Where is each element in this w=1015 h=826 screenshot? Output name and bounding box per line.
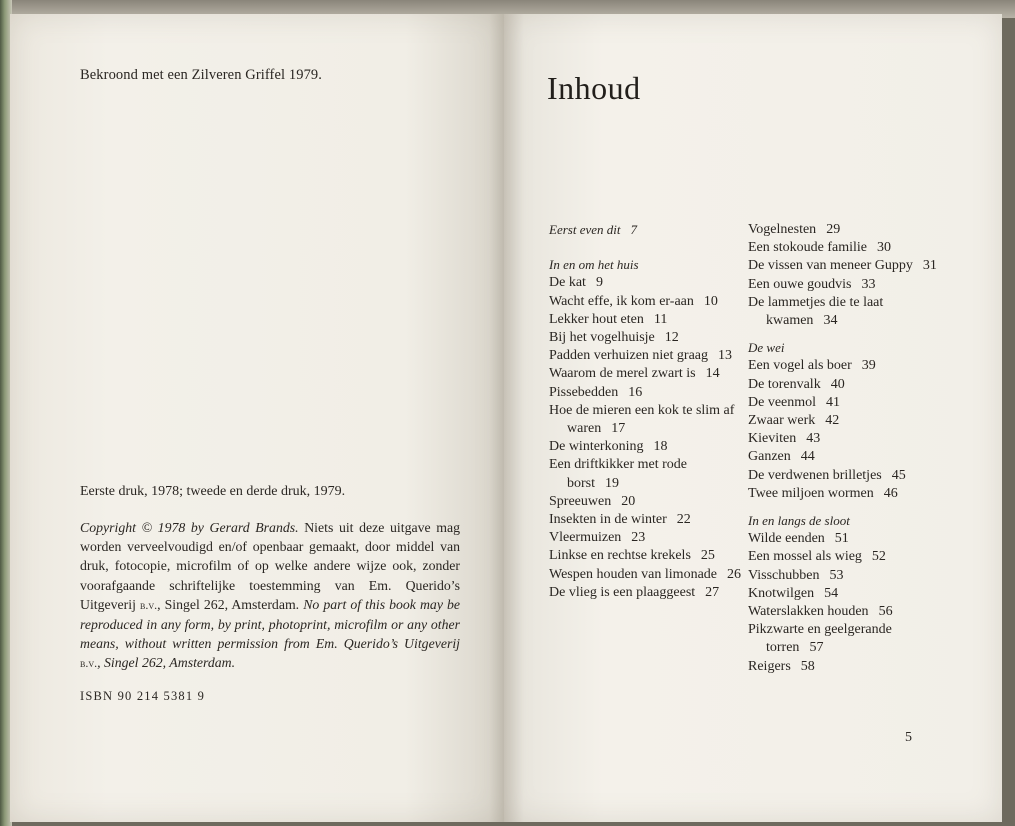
toc-entry-page: 26 xyxy=(727,566,741,582)
isbn: ISBN 90 214 5381 9 xyxy=(80,689,206,703)
toc-entry-label: De winterkoning xyxy=(549,439,644,455)
toc-entry-label: Waarom de merel zwart is xyxy=(549,366,696,382)
toc-entry-intro xyxy=(549,221,741,239)
toc-entry-label: Pissebedden xyxy=(549,384,619,400)
toc-column-1 xyxy=(549,221,741,602)
toc-entry-page: 57 xyxy=(809,640,824,656)
toc-entry-label: Wilde eenden xyxy=(748,531,825,547)
toc-entry-page: 23 xyxy=(631,530,646,546)
copyright-dutch-end: , Singel 262, Amsterdam. xyxy=(157,596,300,612)
toc-entry-page: 27 xyxy=(705,584,720,600)
toc-entry-label: Een driftkikker met rode borst xyxy=(549,457,688,491)
toc-entry-label: Een ouwe goudvis xyxy=(748,276,852,292)
toc-entry-label: Visschubben xyxy=(748,567,820,583)
toc-entry-page: 19 xyxy=(605,475,619,491)
toc-entry-label: Een stokoude familie xyxy=(748,240,867,256)
award-line: Bekroond met een Zilveren Griffel 1979. xyxy=(80,67,323,83)
toc-entry-page: 29 xyxy=(826,222,841,237)
toc-entry xyxy=(748,548,946,566)
toc-entry xyxy=(748,485,946,503)
toc-entry xyxy=(549,584,741,602)
toc-entry-label: Linkse en rechtse krekels xyxy=(549,548,691,564)
copyright-english-bv: b.v. xyxy=(80,656,98,671)
toc-entry xyxy=(748,430,946,448)
toc-entry xyxy=(549,566,741,584)
toc-entry-label: Twee miljoen wormen xyxy=(748,485,874,501)
copyright-english: No part of this book may be reproduced in any form, by print, photoprint, microfilm or any other means, without written permission from Em. Querido’s Uitgeverij xyxy=(80,596,461,652)
toc-entry-page: 31 xyxy=(922,258,937,274)
toc-entry-page: 34 xyxy=(823,313,838,329)
toc-entry-page: 46 xyxy=(883,485,898,501)
toc-entry xyxy=(549,347,741,365)
toc-entry-page: 16 xyxy=(628,384,643,400)
toc-entry xyxy=(748,376,946,394)
toc-entry-label: De veenmol xyxy=(748,394,817,410)
toc-entry xyxy=(748,357,946,375)
toc-entry-label: Pikzwarte en geelgerande torren xyxy=(748,622,892,656)
toc-entry xyxy=(748,394,946,412)
toc-entry xyxy=(748,567,946,585)
toc-entry-page: 42 xyxy=(825,413,840,429)
toc-entry-page: 18 xyxy=(653,439,668,455)
toc-entry-label: Lekker hout eten xyxy=(549,311,644,327)
toc-section-heading: De wei xyxy=(748,340,785,356)
toc-entry-page: 22 xyxy=(676,512,691,528)
toc-entry-page: 12 xyxy=(664,330,679,346)
toc-entry-page: 20 xyxy=(621,493,636,509)
toc-entry-label: Knotwilgen xyxy=(748,585,815,601)
toc-entry xyxy=(549,274,741,292)
toc-entry xyxy=(549,529,741,547)
toc-entry xyxy=(549,384,741,402)
toc-section-heading: In en langs de sloot xyxy=(748,513,850,529)
toc-entry-label: Een mossel als wieg xyxy=(748,549,862,565)
toc-entry xyxy=(748,585,946,603)
toc-entry-label: Spreeuwen xyxy=(549,493,612,509)
toc-list xyxy=(748,357,946,503)
toc-list xyxy=(748,221,946,330)
toc-entry-page: 56 xyxy=(878,604,893,620)
toc-entry xyxy=(549,311,741,329)
toc-entry xyxy=(748,530,946,548)
toc-entry-page: 7 xyxy=(630,222,637,237)
toc-title: Inhoud xyxy=(547,70,641,106)
toc-entry xyxy=(549,456,741,492)
toc-entry-page: 40 xyxy=(830,376,845,392)
toc-entry-label: Waterslakken houden xyxy=(748,604,869,620)
toc-entry-label: De vlieg is een plaaggeest xyxy=(549,584,696,600)
toc-entry-page: 44 xyxy=(800,449,815,465)
toc-entry-label: Vogelnesten xyxy=(748,222,817,237)
copyright-label: Copyright © 1978 by Gerard Brands. xyxy=(80,520,299,535)
copyright-english-end: , Singel 262, Amsterdam. xyxy=(97,655,236,671)
toc-list xyxy=(549,274,741,602)
toc-entry-label: De kat xyxy=(549,275,586,291)
toc-entry-page: 11 xyxy=(653,311,668,327)
toc-entry-label: Een vogel als boer xyxy=(748,358,852,374)
toc-entry-page: 58 xyxy=(800,658,815,674)
toc-entry-page: 39 xyxy=(861,358,876,374)
page-number: 5 xyxy=(905,730,912,745)
toc-entry-label: Reigers xyxy=(748,658,791,674)
toc-entry-page: 45 xyxy=(891,467,906,483)
toc-entry xyxy=(748,467,946,485)
toc-entry xyxy=(549,402,741,438)
toc-entry xyxy=(549,547,741,565)
toc-entry-label: De verdwenen brilletjes xyxy=(748,467,882,483)
copyright-notice xyxy=(80,518,460,674)
toc-entry xyxy=(748,412,946,430)
toc-entry-page: 13 xyxy=(718,348,732,364)
toc-entry-label: Eerst even dit xyxy=(549,222,621,237)
toc-entry-label: Wespen houden van limonade xyxy=(549,566,717,582)
toc-entry-page: 52 xyxy=(871,549,886,565)
toc-list xyxy=(748,530,946,676)
toc-entry xyxy=(748,621,946,657)
toc-entry-page: 33 xyxy=(861,276,876,292)
toc-entry xyxy=(549,365,741,383)
toc-entry xyxy=(748,658,946,676)
toc-entry-label: Bij het vogelhuisje xyxy=(549,330,655,346)
toc-entry-page: 9 xyxy=(595,275,603,291)
toc-entry-label: De lammetjes die te laat kwamen xyxy=(748,294,884,329)
toc-entry xyxy=(748,239,946,257)
toc-entry-page: 54 xyxy=(824,585,839,601)
toc-entry-label: De torenvalk xyxy=(748,376,821,392)
toc-entry-label: De vissen van meneer Guppy xyxy=(748,258,913,274)
toc-entry-page: 51 xyxy=(834,531,849,547)
toc-entry-page: 14 xyxy=(705,366,720,382)
toc-section-heading: In en om het huis xyxy=(549,257,639,273)
copyright-bv: b.v. xyxy=(139,597,158,612)
toc-entry-label: Kieviten xyxy=(748,431,797,447)
toc-entry-label: Wacht effe, ik kom er-aan xyxy=(549,293,694,309)
toc-entry xyxy=(748,294,946,330)
toc-entry-page: 30 xyxy=(876,240,891,256)
toc-entry xyxy=(748,603,946,621)
toc-entry xyxy=(549,511,741,529)
toc-column-2 xyxy=(748,221,946,676)
toc-entry xyxy=(748,257,946,275)
toc-entry-page: 17 xyxy=(611,421,626,437)
toc-entry-page: 43 xyxy=(806,431,821,447)
toc-entry-page: 25 xyxy=(700,548,715,564)
toc-entry-label: Padden verhuizen niet graag xyxy=(549,348,708,364)
toc-entry xyxy=(748,221,946,239)
toc-entry xyxy=(549,329,741,347)
toc-entry-label: Vleermuizen xyxy=(549,530,622,546)
toc-entry-page: 10 xyxy=(703,293,718,309)
toc-entry xyxy=(549,438,741,456)
toc-entry xyxy=(549,293,741,311)
toc-entry xyxy=(549,493,741,511)
toc-entry-label: Ganzen xyxy=(748,449,791,465)
toc-entry-label: Insekten in de winter xyxy=(549,512,667,528)
edition-line: Eerste druk, 1978; tweede en derde druk, 1979. xyxy=(80,484,346,499)
toc-entry xyxy=(748,448,946,466)
toc-entry-label: Hoe de mieren een kok te slim af waren xyxy=(549,402,735,437)
toc-entry-label: Zwaar werk xyxy=(748,413,816,429)
toc-entry-page: 41 xyxy=(826,394,841,410)
toc-entry xyxy=(748,276,946,294)
copyright-dutch: Niets uit deze uitgave mag worden verveelvoudigd en/of openbaar gemaakt, door middel van druk, fotocopie, microfilm of op welke andere wijze ook, zonder voorafgaande schriftelijke toestemming van Em. Querido’s Uitgeverij xyxy=(80,520,460,612)
toc-entry-page: 53 xyxy=(829,567,844,583)
